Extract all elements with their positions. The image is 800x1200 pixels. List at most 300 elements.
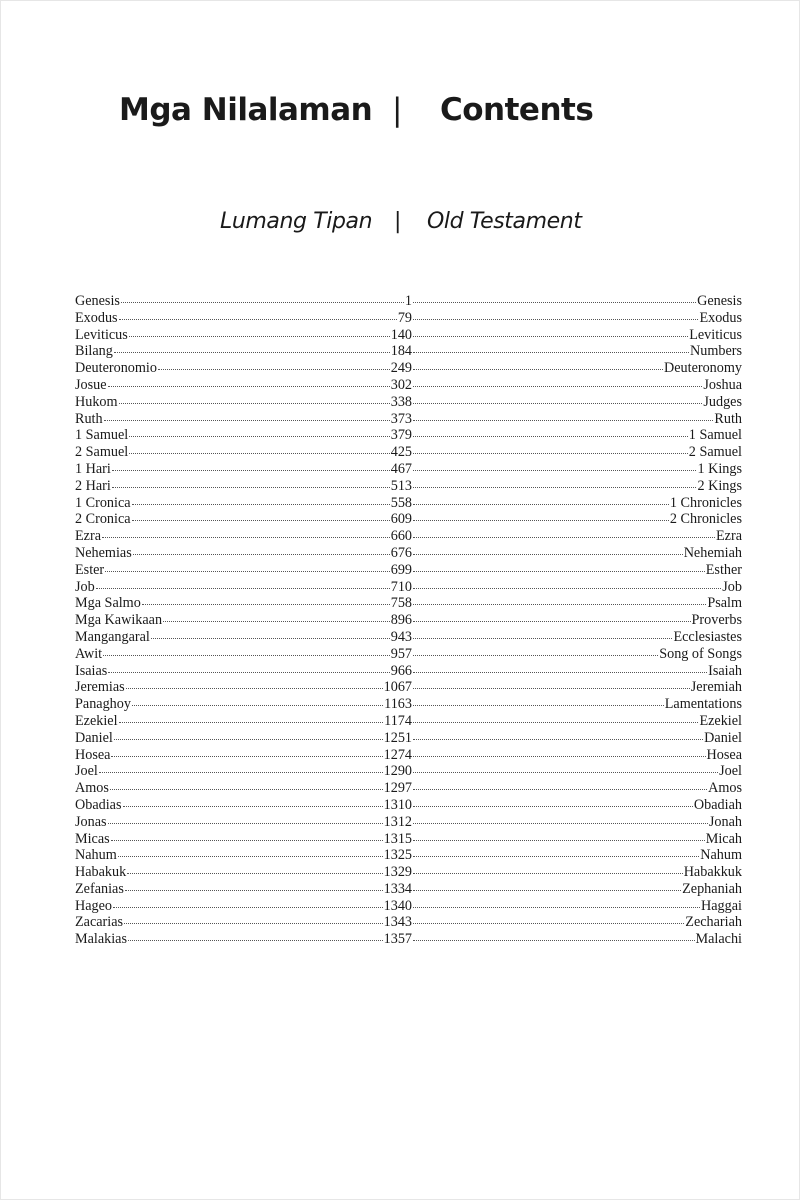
book-name-filipino: 1 Cronica (75, 494, 131, 511)
dot-leader (96, 587, 390, 589)
toc-right-part (412, 931, 742, 948)
dot-leader (142, 603, 390, 605)
book-name-english: Malachi (695, 931, 742, 948)
book-name-english: Nehemiah (683, 544, 742, 561)
book-name-filipino: Ezekiel (75, 712, 118, 729)
book-name-english: Jeremiah (690, 679, 742, 696)
dot-leader (111, 755, 382, 757)
toc-left-part (75, 898, 412, 915)
toc-right-part (412, 864, 742, 881)
book-name-english: Daniel (704, 729, 742, 746)
toc-row (75, 864, 742, 881)
dot-leader (129, 452, 390, 454)
dot-leader (132, 503, 390, 505)
book-name-filipino: Deuteronomio (75, 360, 157, 377)
page-number: 1174 (384, 712, 412, 729)
dot-leader (151, 637, 390, 639)
toc-row (75, 663, 742, 680)
toc-row (75, 343, 742, 360)
book-name-english: Judges (703, 393, 742, 410)
book-name-english: 1 Samuel (688, 427, 742, 444)
page-number: 676 (390, 544, 412, 561)
toc-row (75, 377, 742, 394)
title-english: Contents (440, 92, 594, 128)
dot-leader (413, 469, 696, 471)
dot-leader (413, 805, 693, 807)
book-name-english: Exodus (699, 309, 742, 326)
dot-leader (413, 570, 705, 572)
page-number: 302 (390, 376, 412, 393)
book-name-english: Deuteronomy (663, 360, 742, 377)
book-name-filipino: Awit (75, 645, 103, 662)
book-name-english: 1 Kings (697, 460, 742, 477)
book-name-filipino: 1 Samuel (75, 427, 129, 444)
toc-right-part (412, 679, 742, 696)
toc-right-part (412, 595, 742, 612)
toc-left-part (75, 696, 412, 713)
toc-left-part (75, 646, 412, 663)
toc-left-part (75, 747, 412, 764)
page-number: 249 (390, 360, 412, 377)
toc-left-part (75, 831, 412, 848)
toc-row (75, 931, 742, 948)
book-name-filipino: Micas (75, 830, 110, 847)
toc-right-part (412, 461, 742, 478)
section-heading (0, 209, 800, 241)
toc-row (75, 461, 742, 478)
book-name-english: Joel (719, 763, 742, 780)
title-separator: | (392, 92, 402, 128)
toc-right-part (412, 377, 742, 394)
toc-right-part (412, 444, 742, 461)
dot-leader (112, 469, 390, 471)
toc-row (75, 545, 742, 562)
page-number: 1310 (383, 796, 412, 813)
page-number: 338 (390, 393, 412, 410)
toc-left-part (75, 310, 412, 327)
page-number: 1329 (383, 864, 412, 881)
page-number: 184 (390, 343, 412, 360)
page-number: 966 (390, 662, 412, 679)
dot-leader (413, 721, 698, 723)
dot-leader (108, 385, 390, 387)
book-name-english: 2 Samuel (688, 444, 742, 461)
dot-leader (413, 922, 684, 924)
dot-leader (413, 822, 708, 824)
dot-leader (413, 654, 658, 656)
dot-leader (99, 771, 383, 773)
page-number: 79 (397, 309, 412, 326)
dot-leader (114, 738, 383, 740)
toc-left-part (75, 377, 412, 394)
page-number: 467 (390, 460, 412, 477)
toc-row (75, 679, 742, 696)
toc-left-part (75, 343, 412, 360)
toc-left-part (75, 411, 412, 428)
book-name-english: Haggai (701, 897, 742, 914)
book-name-filipino: Amos (75, 780, 109, 797)
dot-leader (413, 486, 696, 488)
dot-leader (413, 385, 702, 387)
book-name-english: 2 Kings (697, 477, 742, 494)
toc-right-part (412, 898, 742, 915)
toc-row (75, 394, 742, 411)
toc-left-part (75, 528, 412, 545)
dot-leader (104, 419, 390, 421)
toc-row (75, 528, 742, 545)
dot-leader (413, 872, 683, 874)
toc-left-part (75, 931, 412, 948)
toc-row (75, 763, 742, 780)
dot-leader (413, 687, 690, 689)
book-name-filipino: Panaghoy (75, 696, 131, 713)
dot-leader (413, 755, 706, 757)
dot-leader (103, 654, 390, 656)
toc-right-part (412, 763, 742, 780)
toc-right-part (412, 696, 742, 713)
book-name-english: Jonah (708, 813, 742, 830)
toc-right-part (412, 495, 742, 512)
section-heading-filipino: Lumang Tipan (220, 209, 373, 234)
dot-leader (413, 788, 707, 790)
toc-right-part (412, 528, 742, 545)
book-name-filipino: Leviticus (75, 326, 128, 343)
dot-leader (413, 519, 669, 521)
dot-leader (119, 318, 397, 320)
page-number: 1312 (383, 813, 412, 830)
toc-left-part (75, 327, 412, 344)
page-number: 140 (390, 326, 412, 343)
book-name-english: Numbers (689, 343, 742, 360)
toc-right-part (412, 914, 742, 931)
toc-left-part (75, 360, 412, 377)
page-number: 957 (390, 645, 412, 662)
toc-row (75, 310, 742, 327)
page-number: 1340 (383, 897, 412, 914)
toc-left-part (75, 763, 412, 780)
toc-right-part (412, 478, 742, 495)
toc-row (75, 780, 742, 797)
dot-leader (123, 805, 383, 807)
book-name-filipino: Hosea (75, 746, 111, 763)
dot-leader (125, 889, 383, 891)
toc-row (75, 579, 742, 596)
toc-row (75, 814, 742, 831)
dot-leader (413, 351, 689, 353)
book-name-english: Ezekiel (699, 712, 742, 729)
dot-leader (129, 335, 390, 337)
dot-leader (132, 519, 390, 521)
dot-leader (127, 872, 382, 874)
toc-row (75, 411, 742, 428)
book-name-filipino: Daniel (75, 729, 113, 746)
book-name-filipino: Job (75, 578, 95, 595)
toc-row (75, 595, 742, 612)
page-number: 1 (404, 293, 412, 309)
toc-row (75, 713, 742, 730)
book-name-english: Micah (705, 830, 742, 847)
page-number: 1343 (383, 914, 412, 931)
page-number: 1325 (383, 847, 412, 864)
toc-row (75, 646, 742, 663)
book-name-filipino: Ezra (75, 528, 101, 545)
toc-row (75, 797, 742, 814)
page-number: 1163 (384, 696, 412, 713)
book-name-filipino: Nahum (75, 847, 117, 864)
toc-left-part (75, 495, 412, 512)
page-number: 373 (390, 410, 412, 427)
book-name-filipino: Zacarias (75, 914, 124, 931)
toc-row (75, 478, 742, 495)
toc-row (75, 495, 742, 512)
toc-row (75, 629, 742, 646)
dot-leader (110, 788, 383, 790)
toc-row (75, 511, 742, 528)
toc-row (75, 914, 742, 931)
toc-right-part (412, 310, 742, 327)
toc-left-part (75, 595, 412, 612)
page-title (0, 92, 800, 136)
title-filipino: Mga Nilalaman (119, 92, 373, 128)
toc-left-part (75, 427, 412, 444)
dot-leader (119, 402, 390, 404)
toc-right-part (412, 343, 742, 360)
toc-right-part (412, 511, 742, 528)
toc-right-part (412, 814, 742, 831)
book-name-filipino: Ruth (75, 410, 103, 427)
toc-left-part (75, 579, 412, 596)
book-name-filipino: Joel (75, 763, 98, 780)
book-name-english: Esther (705, 561, 742, 578)
book-name-english: Joshua (703, 376, 742, 393)
dot-leader (111, 839, 383, 841)
toc-right-part (412, 713, 742, 730)
dot-leader (102, 536, 390, 538)
toc-left-part (75, 663, 412, 680)
toc-right-part (412, 562, 742, 579)
book-name-english: Ecclesiastes (673, 628, 742, 645)
book-name-english: Job (722, 578, 742, 595)
dot-leader (413, 503, 669, 505)
dot-leader (413, 452, 688, 454)
page-number: 513 (390, 477, 412, 494)
toc-left-part (75, 881, 412, 898)
page-number: 1357 (383, 931, 412, 948)
dot-leader (119, 721, 384, 723)
page-number: 943 (390, 628, 412, 645)
dot-leader (413, 587, 721, 589)
book-name-english: Nahum (700, 847, 742, 864)
dot-leader (413, 637, 672, 639)
dot-leader (128, 939, 383, 941)
dot-leader (129, 435, 390, 437)
toc-right-part (412, 629, 742, 646)
toc-right-part (412, 360, 742, 377)
book-name-english: 2 Chronicles (669, 511, 742, 528)
page-number: 758 (390, 595, 412, 612)
page-number: 1315 (383, 830, 412, 847)
toc-row (75, 327, 742, 344)
book-name-filipino: Zefanias (75, 880, 124, 897)
book-name-english: Amos (708, 780, 742, 797)
dot-leader (413, 839, 705, 841)
book-name-english: Hosea (706, 746, 742, 763)
toc-right-part (412, 293, 742, 310)
book-name-english: Ezra (716, 528, 742, 545)
book-name-filipino: Nehemias (75, 544, 132, 561)
toc-right-part (412, 646, 742, 663)
book-name-filipino: Hageo (75, 897, 113, 914)
toc-row (75, 881, 742, 898)
book-name-english: Zechariah (685, 914, 742, 931)
dot-leader (413, 620, 691, 622)
dot-leader (413, 419, 713, 421)
toc-left-part (75, 461, 412, 478)
toc-right-part (412, 847, 742, 864)
toc-left-part (75, 713, 412, 730)
section-heading-english: Old Testament (427, 209, 582, 234)
toc-right-part (412, 579, 742, 596)
toc-left-part (75, 814, 412, 831)
toc-right-part (412, 730, 742, 747)
dot-leader (113, 906, 383, 908)
toc-left-part (75, 511, 412, 528)
toc-row (75, 696, 742, 713)
toc-left-part (75, 545, 412, 562)
toc-right-part (412, 831, 742, 848)
dot-leader (124, 922, 383, 924)
book-name-filipino: Habakuk (75, 864, 127, 881)
dot-leader (413, 536, 715, 538)
dot-leader (413, 939, 695, 941)
page-number: 1334 (383, 880, 412, 897)
dot-leader (108, 822, 383, 824)
page-number: 1297 (383, 780, 412, 797)
dot-leader (118, 855, 383, 857)
toc-right-part (412, 881, 742, 898)
toc-right-part (412, 663, 742, 680)
book-name-english: Proverbs (691, 612, 742, 629)
book-name-english: Isaiah (708, 662, 742, 679)
book-name-filipino: Ester (75, 561, 105, 578)
book-name-english: Leviticus (689, 326, 742, 343)
toc-row (75, 427, 742, 444)
page-number: 1067 (383, 679, 412, 696)
toc-row (75, 898, 742, 915)
toc-right-part (412, 780, 742, 797)
dot-leader (413, 603, 706, 605)
dot-leader (413, 855, 699, 857)
toc-right-part (412, 427, 742, 444)
book-name-filipino: Malakias (75, 931, 128, 948)
book-name-english: Song of Songs (659, 645, 742, 662)
toc-row (75, 293, 742, 310)
dot-leader (413, 318, 698, 320)
page-number: 609 (390, 511, 412, 528)
toc-left-part (75, 847, 412, 864)
dot-leader (413, 671, 707, 673)
book-name-filipino: Genesis (75, 293, 120, 309)
page-number: 558 (390, 494, 412, 511)
page-number: 1290 (383, 763, 412, 780)
dot-leader (105, 570, 390, 572)
toc-left-part (75, 864, 412, 881)
toc-row (75, 562, 742, 579)
book-name-filipino: 2 Samuel (75, 444, 129, 461)
dot-leader (163, 620, 390, 622)
book-name-filipino: Jeremias (75, 679, 125, 696)
toc-right-part (412, 411, 742, 428)
toc-left-part (75, 797, 412, 814)
page-number: 379 (390, 427, 412, 444)
book-name-filipino: Jonas (75, 813, 107, 830)
dot-leader (114, 351, 390, 353)
toc-left-part (75, 394, 412, 411)
book-name-filipino: 1 Hari (75, 460, 111, 477)
page-number: 1274 (383, 746, 412, 763)
toc-row (75, 747, 742, 764)
toc-left-part (75, 629, 412, 646)
toc-right-part (412, 545, 742, 562)
page-number: 699 (390, 561, 412, 578)
toc-left-part (75, 730, 412, 747)
toc-right-part (412, 797, 742, 814)
dot-leader (413, 771, 718, 773)
toc-right-part (412, 394, 742, 411)
dot-leader (126, 687, 383, 689)
book-name-english: Psalm (707, 595, 742, 612)
toc-row (75, 612, 742, 629)
page-number: 710 (390, 578, 412, 595)
dot-leader (413, 553, 683, 555)
section-heading-separator: | (394, 209, 402, 234)
toc-left-part (75, 612, 412, 629)
toc-left-part (75, 444, 412, 461)
book-name-filipino: Obadias (75, 796, 122, 813)
book-name-english: Zephaniah (682, 880, 742, 897)
toc-right-part (412, 612, 742, 629)
toc-row (75, 444, 742, 461)
dot-leader (413, 906, 700, 908)
toc-left-part (75, 562, 412, 579)
book-name-filipino: 2 Cronica (75, 511, 131, 528)
book-name-filipino: Mga Salmo (75, 595, 141, 612)
page-number: 896 (390, 612, 412, 629)
dot-leader (413, 889, 681, 891)
toc-left-part (75, 293, 412, 310)
toc-row (75, 847, 742, 864)
toc-row (75, 360, 742, 377)
table-of-contents (75, 293, 742, 948)
book-name-filipino: Josue (75, 376, 107, 393)
toc-row (75, 730, 742, 747)
book-name-filipino: Mga Kawikaan (75, 612, 163, 629)
dot-leader (132, 704, 383, 706)
dot-leader (413, 435, 688, 437)
dot-leader (108, 671, 389, 673)
dot-leader (413, 738, 703, 740)
dot-leader (413, 368, 663, 370)
dot-leader (413, 335, 688, 337)
book-name-english: Genesis (697, 293, 742, 309)
book-name-filipino: Isaias (75, 662, 108, 679)
toc-row (75, 831, 742, 848)
toc-left-part (75, 478, 412, 495)
book-name-english: Lamentations (664, 696, 742, 713)
dot-leader (112, 486, 390, 488)
page-number: 425 (390, 444, 412, 461)
book-name-filipino: Bilang (75, 343, 113, 360)
